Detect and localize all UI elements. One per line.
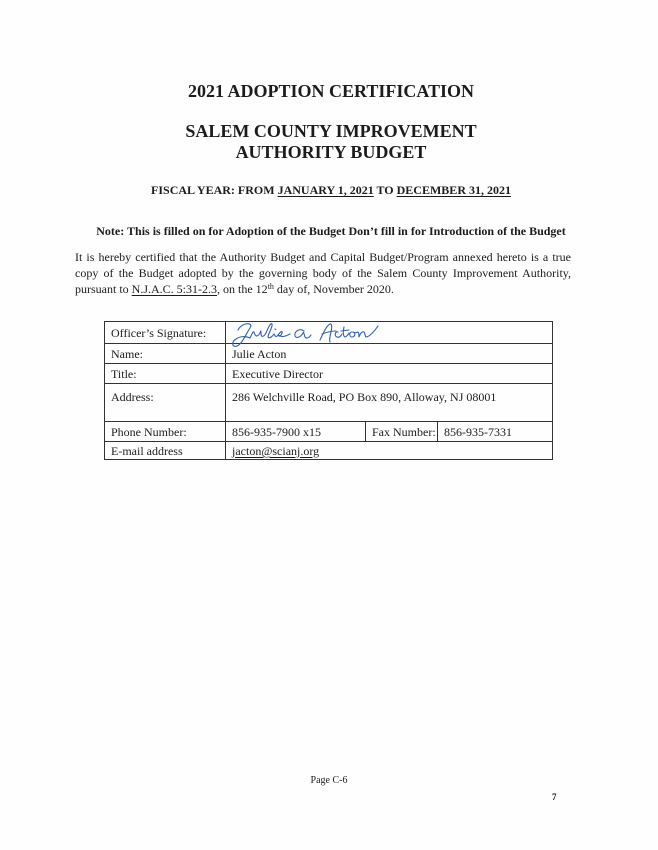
- certification-line-3: [75, 281, 571, 297]
- signature-stroke-j: [233, 324, 251, 347]
- phone-row: [105, 422, 553, 442]
- email-label: E-mail address: [105, 442, 226, 460]
- page-label: Page C-6: [310, 775, 348, 786]
- certification-line-3-middle: , on the 12: [217, 282, 268, 296]
- fiscal-year-prefix: FISCAL YEAR: FROM: [151, 183, 275, 197]
- email-row: [105, 442, 553, 460]
- authority-name-line-2: AUTHORITY BUDGET: [235, 142, 427, 162]
- name-label: Name:: [105, 344, 226, 364]
- certification-paragraph: [75, 249, 571, 297]
- authority-name-line-1: SALEM COUNTY IMPROVEMENT: [185, 121, 477, 141]
- page-number: 7: [552, 792, 557, 802]
- address-value: 286 Welchville Road, PO Box 890, Alloway, NJ 08001: [226, 384, 553, 422]
- phone-value: 856-935-7900 x15: [226, 422, 366, 442]
- email-cell: [226, 442, 553, 460]
- fax-label: Fax Number:: [366, 422, 438, 442]
- name-value: Julie Acton: [226, 344, 553, 364]
- fiscal-year-connector: TO: [376, 183, 394, 197]
- regulation-citation: N.J.A.C. 5:31-2.3: [131, 282, 218, 296]
- adoption-note: Note: This is filled on for Adoption of the Budget Don’t fill in for Introduction of the Budget: [96, 224, 566, 238]
- title-row: [105, 364, 553, 384]
- fiscal-year-line: [2, 182, 658, 198]
- certification-line-3-end: day of, November 2020.: [273, 282, 394, 296]
- fiscal-year-start: JANUARY 1, 2021: [277, 183, 374, 197]
- title-value: Executive Director: [226, 364, 553, 384]
- email-value: jacton@scianj.org: [232, 443, 320, 458]
- title-label: Title:: [105, 364, 226, 384]
- fiscal-year-end: DECEMBER 31, 2021: [396, 183, 511, 197]
- signature-stroke-dot: [275, 329, 276, 330]
- certification-line-2: copy of the Budget adopted by the governing body of the Salem County Improvement Authority,: [75, 266, 571, 280]
- certification-line-3-start: pursuant to: [75, 282, 132, 296]
- address-row: [105, 384, 553, 422]
- signature-label: Officer’s Signature:: [105, 322, 226, 344]
- signature-stroke-capital-a: [320, 324, 336, 342]
- ordinal-suffix: th: [267, 282, 274, 291]
- document-title: 2021 ADOPTION CERTIFICATION: [187, 81, 475, 101]
- handwritten-signature: [228, 318, 384, 350]
- address-label: Address:: [105, 384, 226, 422]
- signature-stroke-cton: [335, 326, 378, 337]
- fax-value: 856-935-7331: [438, 422, 553, 442]
- certification-line-1: It is hereby certified that the Authority Budget and Capital Budget/Program annexed hereto is a true: [75, 250, 571, 264]
- signature-stroke-ulie: [250, 324, 290, 338]
- phone-label: Phone Number:: [105, 422, 226, 442]
- signature-stroke-a: [295, 330, 311, 338]
